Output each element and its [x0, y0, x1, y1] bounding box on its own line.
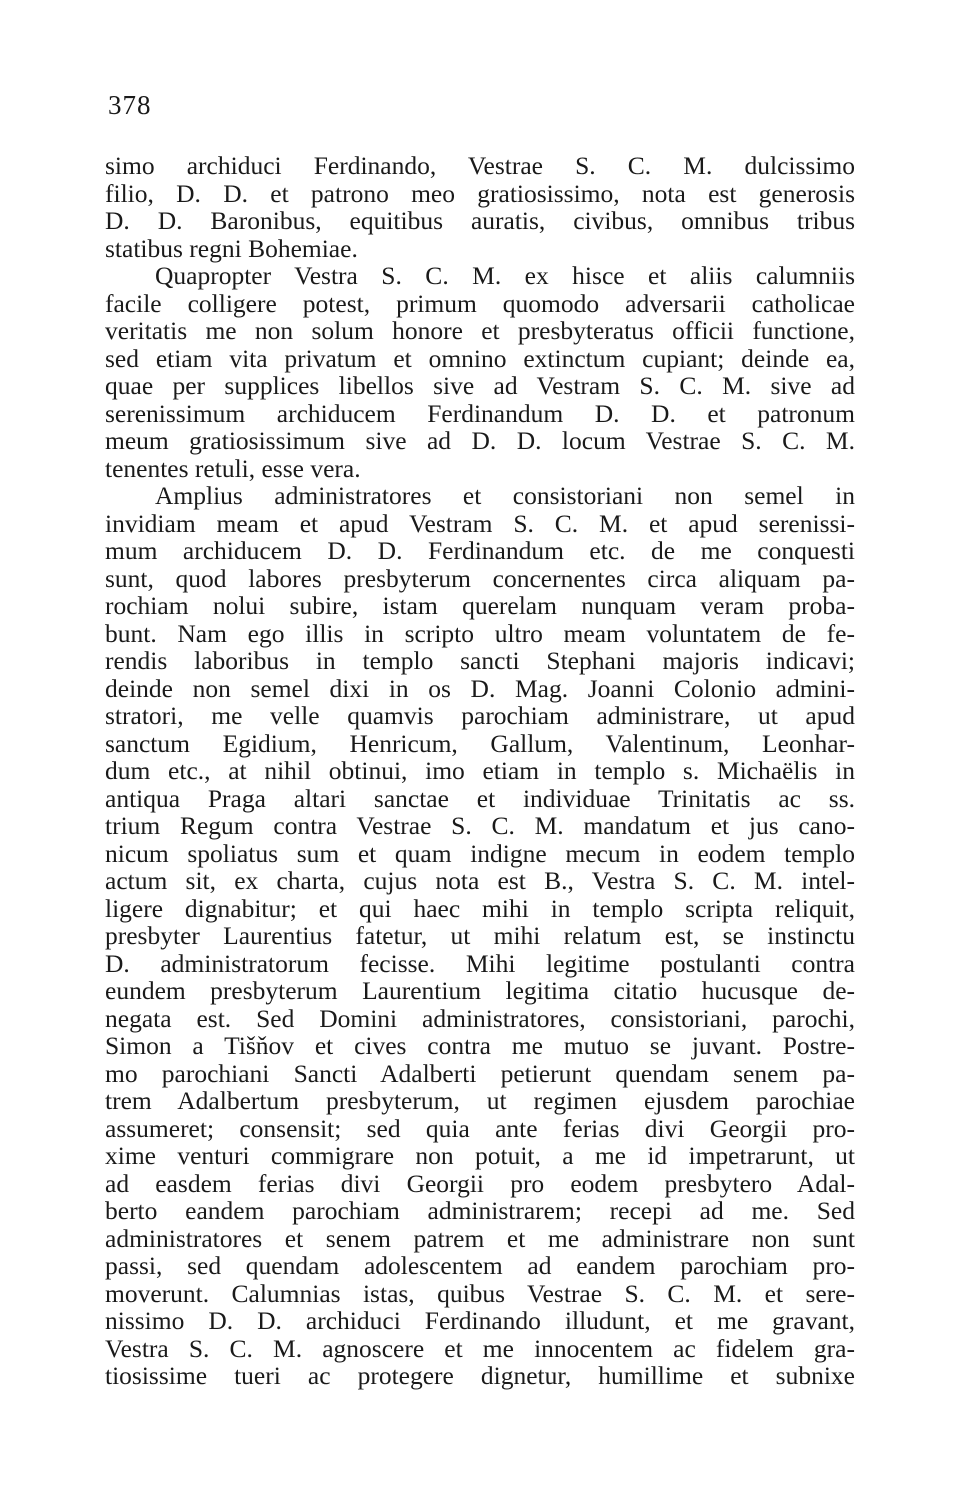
text-line: meum gratiosissimum sive ad D. D. locum Vestrae S. C. M.: [105, 426, 855, 455]
text-line: Vestra S. C. M. agnoscere et me innocentem ac fidelem gra-: [105, 1333, 855, 1363]
text-line: eundem presbyterum Laurentium legitima citatio hucusque de-: [105, 976, 855, 1005]
text-line: mo parochiani Sancti Adalberti petierunt quendam senem pa-: [105, 1058, 855, 1088]
text-line: D. D. Baronibus, equitibus auratis, civibus, omnibus tribus: [105, 206, 855, 235]
text-line: passi, sed quendam adolescentem ad eandem parochiam pro-: [105, 1251, 855, 1280]
paragraph: [105, 152, 855, 262]
text-line: tenentes retuli, esse vera.: [105, 453, 361, 483]
text-line: facile colligere potest, primum quomodo adversarii catholicae: [105, 288, 855, 318]
text-line: Amplius administratores et consistoriani non semel in: [155, 481, 855, 510]
text-line: ad easdem ferias divi Georgii pro eodem presbytero Adal-: [105, 1168, 855, 1198]
text-line: negata est. Sed Domini administratores, consistoriani, parochi,: [105, 1003, 855, 1033]
text-line: antiqua Praga altari sanctae et individuae Trinitatis ac ss.: [105, 783, 855, 813]
text-line: rendis laboribus in templo sancti Stephani majoris indicavi;: [105, 646, 855, 675]
paragraph: [105, 262, 855, 482]
text-line: tiosissime tueri ac protegere dignetur, humillime et subnixe: [105, 1361, 855, 1390]
text-line: sed etiam vita privatum et omnino extinctum cupiant; deinde ea,: [105, 343, 855, 373]
text-line: nicum spoliatus sum et quam indigne mecum in eodem templo: [105, 838, 855, 868]
text-line: assumeret; consensit; sed quia ante ferias divi Georgii pro-: [105, 1113, 855, 1143]
text-line: moverunt. Calumnias istas, quibus Vestrae S. C. M. et sere-: [105, 1278, 855, 1308]
text-line: Simon a Tišňov et cives contra me mutuo se juvant. Postre-: [105, 1031, 855, 1060]
text-line: presbyter Laurentius fatetur, ut mihi relatum est, se instinctu: [105, 921, 855, 950]
text-line: xime venturi commigrare non potuit, a me id impetrarunt, ut: [105, 1141, 855, 1170]
text-line: veritatis me non solum honore et presbyteratus officii functione,: [105, 316, 855, 345]
body-text: [105, 152, 855, 1390]
text-line: stratori, me velle quamvis parochiam administrare, ut apud: [105, 701, 855, 730]
text-line: statibus regni Bohemiae.: [105, 233, 358, 263]
page-number: 378: [108, 90, 152, 120]
text-line: actum sit, ex charta, cujus nota est B., Vestra S. C. M. intel-: [105, 866, 855, 895]
text-line: administratores et senem patrem et me administrare non sunt: [105, 1223, 855, 1253]
text-line: D. administratorum fecisse. Mihi legitime postulanti contra: [105, 948, 855, 978]
text-line: sunt, quod labores presbyterum concernentes circa aliquam pa-: [105, 563, 855, 593]
text-line: filio, D. D. et patrono meo gratiosissimo, nota est generosis: [105, 178, 855, 208]
text-line: mum archiducem D. D. Ferdinandum etc. de me conquesti: [105, 536, 855, 565]
text-line: simo archiduci Ferdinando, Vestrae S. C. M. dulcissimo: [105, 151, 855, 180]
text-line: bunt. Nam ego illis in scripto ultro meam voluntatem de fe-: [105, 618, 855, 648]
text-line: nissimo D. D. archiduci Ferdinando illudunt, et me gravant,: [105, 1306, 855, 1335]
text-line: rochiam nolui subire, istam querelam nunquam veram proba-: [105, 591, 855, 620]
text-line: serenissimum archiducem Ferdinandum D. D. et patronum: [105, 398, 855, 428]
paragraph: [105, 482, 855, 1390]
text-line: berto eandem parochiam administrarem; recepi ad me. Sed: [105, 1196, 855, 1225]
text-line: ligere dignabitur; et qui haec mihi in templo scripta reliquit,: [105, 893, 855, 923]
text-line: invidiam meam et apud Vestram S. C. M. et apud serenissi-: [105, 508, 855, 538]
text-line: trem Adalbertum presbyterum, ut regimen ejusdem parochiae: [105, 1086, 855, 1115]
text-line: Quapropter Vestra S. C. M. ex hisce et aliis calumniis: [155, 261, 855, 290]
text-line: quae per supplices libellos sive ad Vestram S. C. M. sive ad: [105, 371, 855, 400]
text-line: sanctum Egidium, Henricum, Gallum, Valentinum, Leonhar-: [105, 728, 855, 758]
text-line: trium Regum contra Vestrae S. C. M. mandatum et jus cano-: [105, 811, 855, 840]
text-line: dum etc., at nihil obtinui, imo etiam in templo s. Michaëlis in: [105, 756, 855, 785]
text-line: deinde non semel dixi in os D. Mag. Joanni Colonio admini-: [105, 673, 855, 703]
